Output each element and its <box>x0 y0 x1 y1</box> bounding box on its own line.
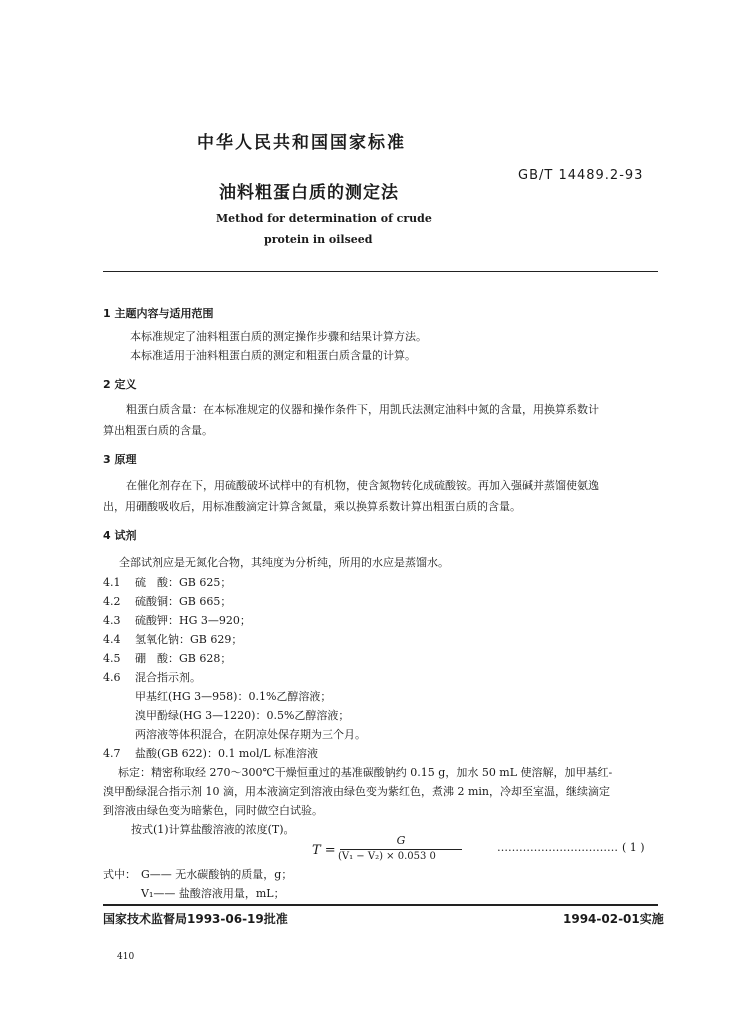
section-2-para-line2: 算出粗蛋白质的含量。 <box>103 424 213 437</box>
indicator-line-1: 甲基红(HG 3—958)：0.1%乙醇溶液； <box>135 690 332 703</box>
calibration-line-2: 溴甲酚绿混合指示剂 10 滴，用本液滴定到溶液由绿色变为紫红色，煮沸 2 min，冷却至室温，继续滴定 <box>103 785 611 798</box>
section-3-heading: 3 原理 <box>103 453 137 466</box>
reagent-number: 4.3 <box>103 614 121 627</box>
reagent-number: 4.5 <box>103 652 121 665</box>
equation-number: ( 1 ) <box>622 841 645 854</box>
page-number: 410 <box>117 952 135 962</box>
reagent-number: 4.6 <box>103 671 121 684</box>
reagent-text: 硫酸铜：GB 665； <box>135 595 232 608</box>
calibration-line-3: 到溶液由绿色变为暗紫色，同时做空白试验。 <box>103 804 323 817</box>
reagent-item <box>103 595 231 609</box>
where-g: G—— 无水碳酸钠的质量，g； <box>141 868 293 881</box>
document-title-cn: 油料粗蛋白质的测定法 <box>219 183 399 203</box>
where-label: 式中： <box>103 868 136 881</box>
indicator-line-2: 溴甲酚绿(HG 3—1220)：0.5%乙醇溶液； <box>135 709 350 722</box>
header-divider <box>103 271 658 272</box>
reagent-item-4-7 <box>103 747 318 761</box>
standard-code: GB/T 14489.2-93 <box>518 168 644 183</box>
reagent-item <box>103 576 231 590</box>
reagent-number: 4.4 <box>103 633 121 646</box>
section-1-para-2: 本标准适用于油料粗蛋白质的测定和粗蛋白质含量的计算。 <box>130 349 416 362</box>
reagent-number: 4.2 <box>103 595 121 608</box>
reagent-text: 盐酸(GB 622)：0.1 mol/L 标准溶液 <box>135 747 319 760</box>
reagent-number: 4.7 <box>103 747 121 760</box>
section-4-intro: 全部试剂应是无氮化合物，其纯度为分析纯，所用的水应是蒸馏水。 <box>119 556 449 569</box>
formula-lhs: T = <box>312 843 336 858</box>
document-title-en-line1: Method for determination of crude <box>216 212 432 225</box>
section-1-heading: 1 主题内容与适用范围 <box>103 307 214 320</box>
fraction-bar <box>340 849 462 850</box>
approval-date: 国家技术监督局1993-06-19批准 <box>103 912 288 926</box>
where-v1: V₁—— 盐酸溶液用量，mL； <box>141 887 285 900</box>
reagent-text: 混合指示剂。 <box>135 671 201 684</box>
section-4-heading: 4 试剂 <box>103 529 137 542</box>
footer-divider <box>103 904 658 906</box>
reagent-text: 硼 酸：GB 628； <box>135 652 232 665</box>
indicator-line-3: 两溶液等体积混合，在阴凉处保存期为三个月。 <box>135 728 366 741</box>
reagent-item <box>103 633 242 647</box>
reagent-number: 4.1 <box>103 576 121 589</box>
reagent-item <box>103 671 201 685</box>
section-2-para-line1: 粗蛋白质含量：在本标准规定的仪器和操作条件下，用凯氏法测定油料中氮的含量，用换算系数计 <box>126 403 599 416</box>
formula-denominator: (V₁ − V₂) × 0.053 0 <box>338 851 436 862</box>
formula-leader-dots: …………………………… <box>497 841 618 854</box>
document-title-en-line2: protein in oilseed <box>264 233 373 246</box>
reagent-text: 硫酸钾：HG 3—920； <box>135 614 251 627</box>
standard-org-title: 中华人民共和国国家标准 <box>197 133 406 153</box>
reagent-item <box>103 614 251 628</box>
formula-numerator: G <box>396 834 406 847</box>
implementation-date: 1994-02-01实施 <box>563 912 664 926</box>
calibration-line-1: 标定：精密称取经 270～300℃干燥恒重过的基准碳酸钠约 0.15 g，加水 50 mL 使溶解，加甲基红- <box>118 766 613 779</box>
formula-intro: 按式(1)计算盐酸溶液的浓度(T)。 <box>131 823 295 836</box>
reagent-text: 氢氧化钠：GB 629； <box>135 633 243 646</box>
section-2-heading: 2 定义 <box>103 378 137 391</box>
section-1-para-1: 本标准规定了油料粗蛋白质的测定操作步骤和结果计算方法。 <box>130 330 427 343</box>
reagent-text: 硫 酸：GB 625； <box>135 576 232 589</box>
section-3-para-line1: 在催化剂存在下，用硫酸破坏试样中的有机物，使含氮物转化成硫酸铵。再加入强碱并蒸馏使氨逸 <box>126 479 599 492</box>
section-3-para-line2: 出，用硼酸吸收后，用标准酸滴定计算含氮量，乘以换算系数计算出粗蛋白质的含量。 <box>103 500 521 513</box>
reagent-item <box>103 652 231 666</box>
